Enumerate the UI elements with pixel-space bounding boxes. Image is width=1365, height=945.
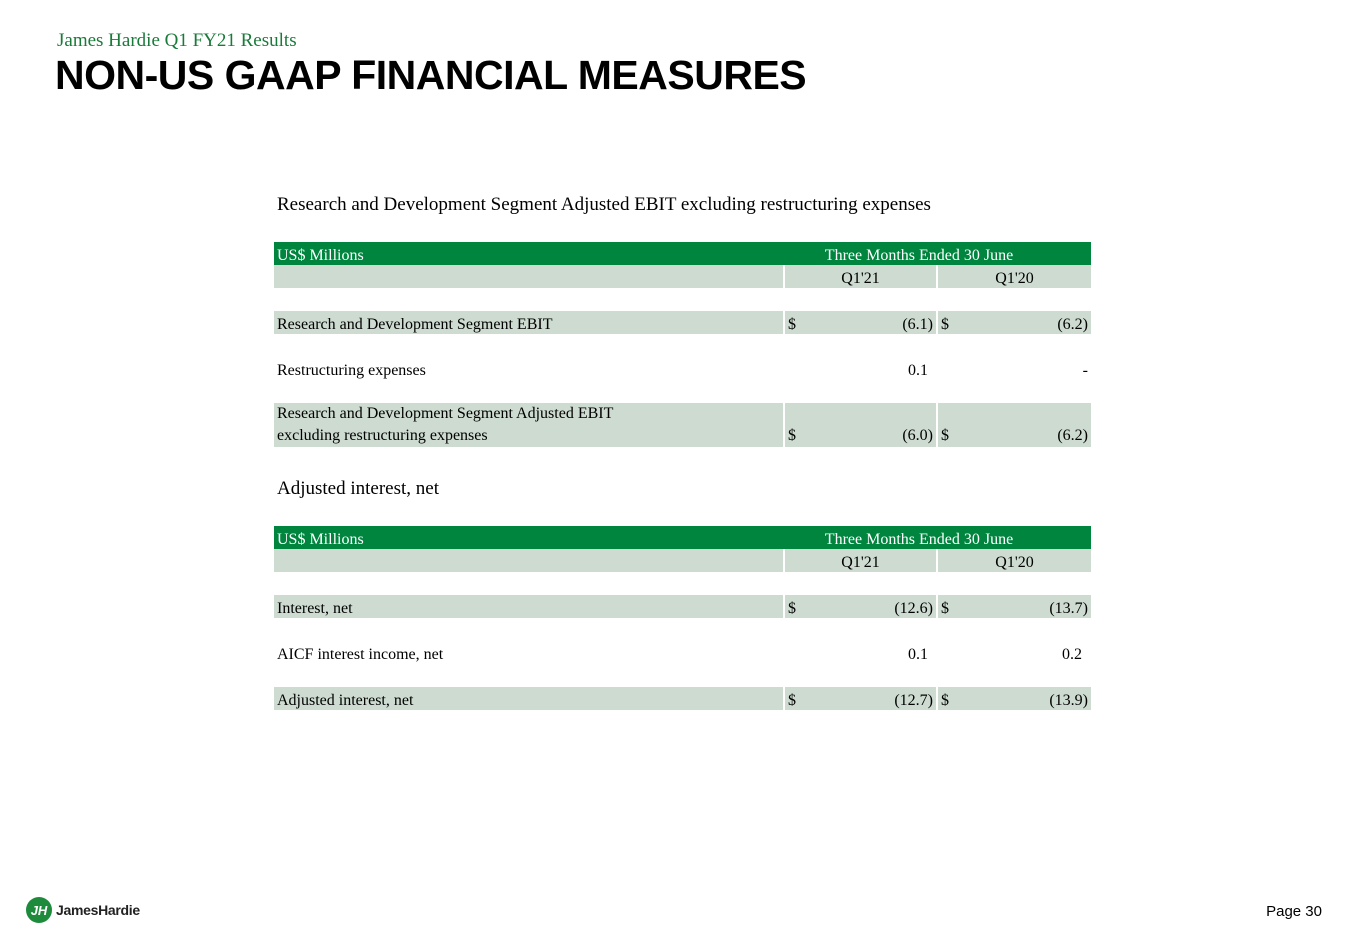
page-title: NON-US GAAP FINANCIAL MEASURES [55, 52, 807, 98]
value: (6.0) [902, 427, 933, 444]
value-cell [784, 687, 937, 710]
company-logo [26, 897, 140, 923]
blank-header-cell [274, 549, 784, 572]
value: (6.2) [1057, 316, 1088, 333]
table-header-row [274, 526, 1091, 549]
deck-subtitle: James Hardie Q1 FY21 Results [57, 30, 297, 51]
currency-symbol: $ [788, 692, 796, 709]
value: (13.9) [1049, 692, 1088, 709]
unit-label: US$ Millions [274, 242, 784, 265]
column-header-q1-20: Q1'20 [937, 549, 1091, 572]
column-header-row [274, 265, 1091, 288]
value: 0.2 [1062, 646, 1082, 663]
row-label-line-1: Research and Development Segment Adjusted EBIT [277, 405, 614, 422]
value: (6.1) [902, 316, 933, 333]
value-cell [784, 357, 937, 380]
currency-symbol: $ [788, 600, 796, 617]
logo-mark-icon: JH [26, 897, 52, 923]
value-cell [784, 311, 937, 334]
value: - [1082, 362, 1088, 379]
interest-table [274, 526, 1091, 710]
logo-text: JamesHardie [56, 902, 140, 918]
period-label: Three Months Ended 30 June [784, 526, 1091, 549]
period-label: Three Months Ended 30 June [784, 242, 1091, 265]
table-row [274, 687, 1091, 710]
value: 0.1 [908, 646, 928, 663]
currency-symbol: $ [941, 427, 949, 444]
value: 0.1 [908, 362, 928, 379]
table-1-title: Research and Development Segment Adjusted EBIT excluding restructuring expenses [277, 194, 931, 215]
value-cell [784, 595, 937, 618]
value: (6.2) [1057, 427, 1088, 444]
currency-symbol: $ [941, 692, 949, 709]
table-row [274, 641, 1091, 664]
column-header-q1-21: Q1'21 [784, 549, 937, 572]
blank-header-cell [274, 265, 784, 288]
value: (12.6) [894, 600, 933, 617]
currency-symbol: $ [788, 316, 796, 333]
rd-ebit-table [274, 242, 1091, 447]
value-cell [937, 641, 1091, 664]
row-label: Restructuring expenses [274, 357, 784, 380]
table-row [274, 595, 1091, 618]
table-row [274, 311, 1091, 334]
currency-symbol: $ [941, 316, 949, 333]
value-cell [937, 403, 1091, 447]
currency-symbol: $ [941, 600, 949, 617]
value: (13.7) [1049, 600, 1088, 617]
column-header-q1-21: Q1'21 [784, 265, 937, 288]
table-2-title: Adjusted interest, net [277, 478, 439, 499]
currency-symbol: $ [788, 427, 796, 444]
row-label-line-2: excluding restructuring expenses [277, 427, 488, 444]
row-label: Adjusted interest, net [274, 687, 784, 710]
table-header-row [274, 242, 1091, 265]
value-cell [937, 311, 1091, 334]
value-cell [937, 687, 1091, 710]
row-label: Interest, net [274, 595, 784, 618]
value-cell [784, 403, 937, 447]
table-row [274, 357, 1091, 380]
row-label: Research and Development Segment EBIT [274, 311, 784, 334]
row-label: AICF interest income, net [274, 641, 784, 664]
value-cell [937, 357, 1091, 380]
row-label [274, 403, 784, 447]
table-row [274, 403, 1091, 447]
value: (12.7) [894, 692, 933, 709]
value-cell [784, 641, 937, 664]
unit-label: US$ Millions [274, 526, 784, 549]
value-cell [937, 595, 1091, 618]
page-number: Page 30 [1266, 903, 1322, 920]
column-header-row [274, 549, 1091, 572]
column-header-q1-20: Q1'20 [937, 265, 1091, 288]
